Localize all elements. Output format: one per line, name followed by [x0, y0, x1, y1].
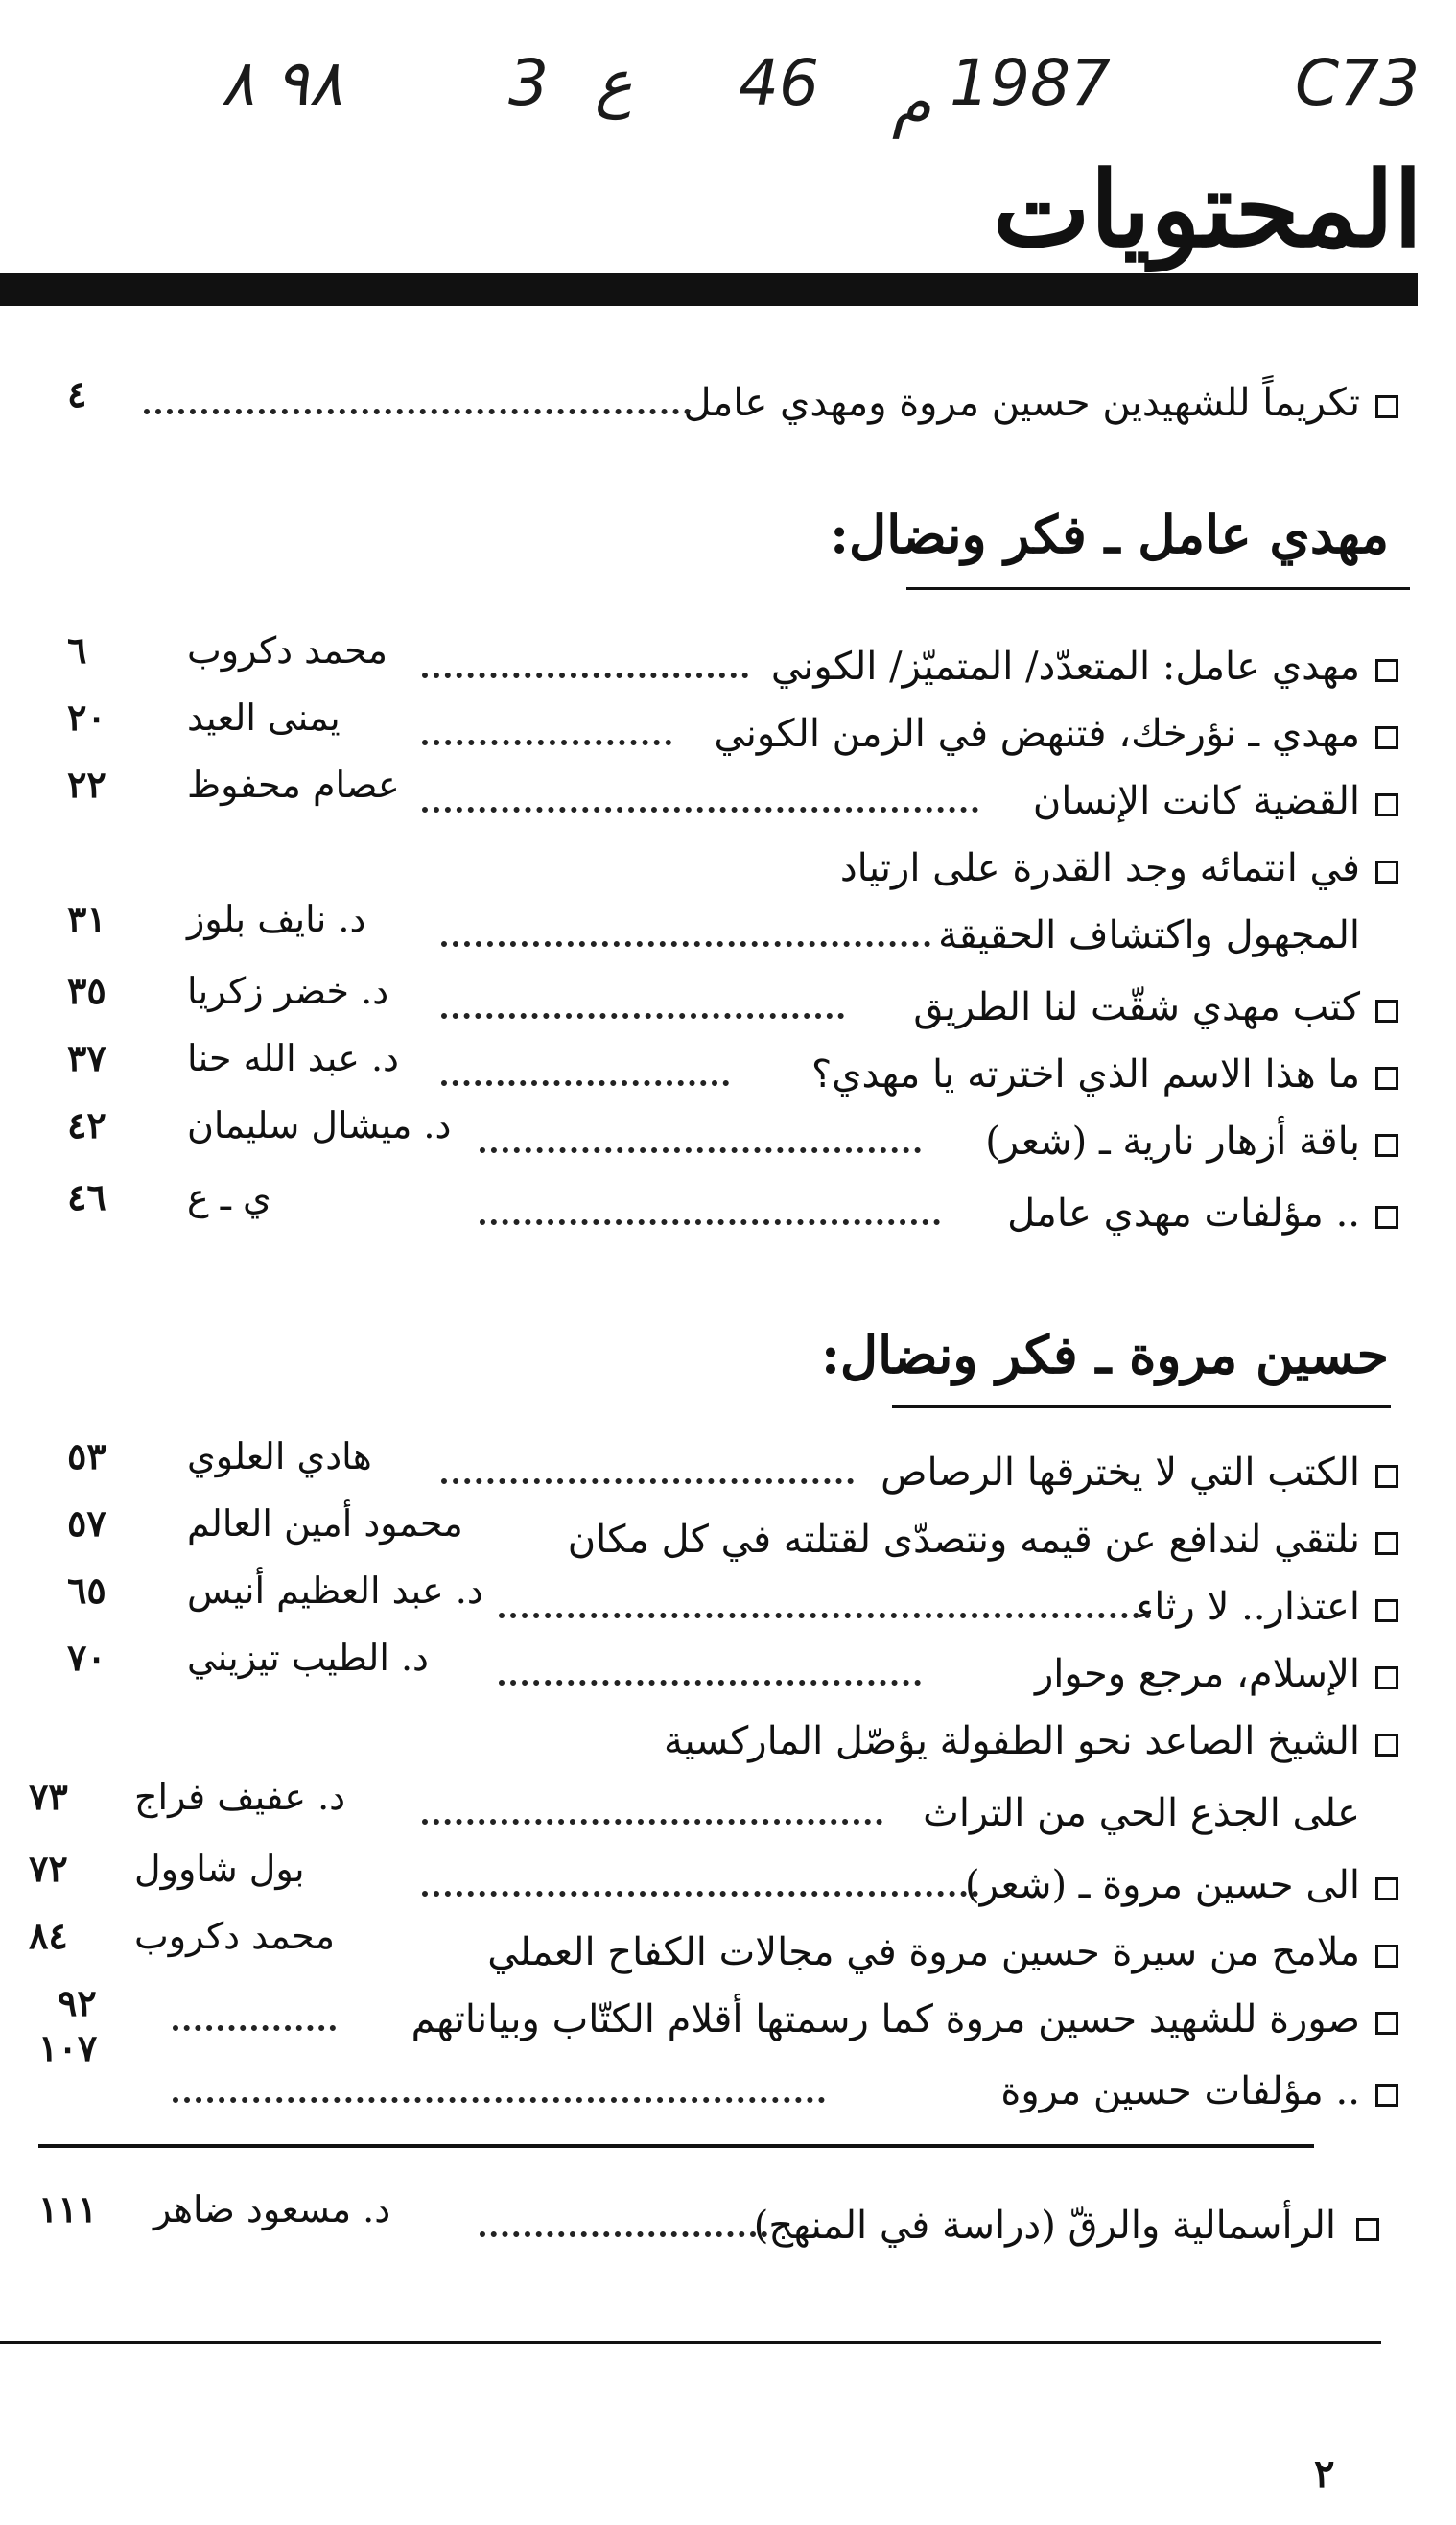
entry-page: ٤٦: [67, 1175, 106, 1218]
hw-note-b: 3: [508, 46, 549, 120]
toc-entry[interactable]: [0, 374, 1456, 441]
hw-note-f: 1987: [950, 46, 1111, 120]
leader-dots: [173, 2025, 336, 2031]
entry-title: صورة للشهيد حسين مروة كما رسمتها أقلام الكتّاب وبياناتهم: [411, 1997, 1360, 2041]
entry-title: .. مؤلفات حسين مروة: [1000, 2069, 1360, 2113]
leader-dots: [441, 1013, 844, 1019]
checkbox-icon: [1375, 1067, 1398, 1090]
entry-title: في انتمائه وجد القدرة على ارتياد: [839, 846, 1360, 890]
hw-note-g: C73: [1295, 46, 1421, 120]
entry-author: عصام محفوظ: [187, 764, 400, 806]
leader-dots: [422, 1819, 882, 1825]
checkbox-icon: [1375, 2084, 1398, 2107]
entry-page: ٧٢: [29, 1847, 68, 1890]
entry-author: محمود أمين العالم: [187, 1502, 463, 1545]
checkbox-icon: [1375, 1000, 1398, 1023]
entry-title: ملامح من سيرة حسين مروة في مجالات الكفاح العملي: [487, 1930, 1360, 1974]
page-title: المحتويات: [992, 150, 1422, 271]
bottom-rule: [0, 2341, 1381, 2344]
entry-page: ٣١: [67, 897, 106, 940]
entry-page: ٣٧: [67, 1036, 106, 1079]
entry-page: ٥٣: [67, 1434, 106, 1477]
toc-entry[interactable]: [0, 2026, 1456, 2130]
leader-dots: [422, 1891, 978, 1897]
entry-title-continuation: المجهول واكتشاف الحقيقة: [938, 913, 1360, 957]
entry-author: د. ميشال سليمان: [187, 1104, 452, 1146]
checkbox-icon: [1375, 2012, 1398, 2035]
entry-title-continuation: على الجذع الحي من التراث: [923, 1791, 1360, 1835]
checkbox-icon: [1375, 793, 1398, 816]
checkbox-icon: [1356, 2218, 1379, 2241]
leader-dots: [441, 1478, 854, 1484]
entry-author: د. خضر زكريا: [187, 970, 389, 1012]
entry-page: ٩٢: [58, 1981, 97, 2024]
toc-entry[interactable]: [0, 1981, 1456, 2058]
section-rule: [906, 587, 1410, 590]
handwritten-notes: [221, 46, 1420, 152]
leader-dots: [422, 673, 748, 678]
entry-title: القضية كانت الإنسان: [1032, 779, 1360, 823]
leader-dots: [480, 1147, 921, 1153]
entry-title: اعتذار.. لا رثاء: [1136, 1585, 1360, 1629]
entry-author: د. الطيب تيزيني: [187, 1637, 429, 1679]
leader-dots: [499, 1613, 1151, 1618]
entry-title: نلتقي لندافع عن قيمه ونتصدّى لقتلته في كل مكان: [567, 1518, 1360, 1562]
entry-title: الإسلام، مرجع وحوار: [1034, 1652, 1360, 1696]
checkbox-icon: [1375, 1206, 1398, 1229]
entry-title: الى حسين مروة ـ (شعر): [964, 1863, 1360, 1907]
entry-author: د. عبد العظيم أنيس: [187, 1569, 483, 1612]
entry-page: ٥٧: [67, 1501, 106, 1545]
entry-page: ١١١: [38, 2187, 98, 2230]
checkbox-icon: [1375, 1134, 1398, 1157]
entry-title: كتب مهدي شقّت لنا الطريق: [913, 985, 1360, 1029]
entry-title: ما هذا الاسم الذي اخترته يا مهدي؟: [810, 1052, 1360, 1097]
entry-title: الرأسمالية والرقّ (دراسة في المنهج): [753, 2204, 1336, 2248]
leader-dots: [441, 941, 930, 947]
leader-dots: [144, 409, 691, 414]
entry-title: الكتب التي لا يخترقها الرصاص: [881, 1451, 1360, 1495]
entry-page: ٤٢: [67, 1103, 106, 1146]
title-rule: [0, 273, 1418, 306]
leader-dots: [173, 2097, 825, 2103]
entry-title: تكريماً للشهيدين حسين مروة ومهدي عامل: [683, 381, 1360, 425]
entry-author: د. عفيف فراج: [134, 1776, 346, 1818]
checkbox-icon: [1375, 861, 1398, 884]
entry-author: محمد دكروب: [134, 1915, 335, 1957]
toc-entry-continuation: [0, 1775, 1456, 1852]
leader-dots: [480, 1219, 940, 1225]
section-heading: مهدي عامل ـ فكر ونضال:: [830, 504, 1389, 565]
page-number: ٢: [1314, 2451, 1335, 2496]
entry-title: باقة أزهار نارية ـ (شعر): [985, 1120, 1360, 1164]
toc-entry[interactable]: [0, 2187, 1456, 2264]
entry-page: ٤: [67, 372, 87, 415]
checkbox-icon: [1375, 1734, 1398, 1757]
hw-note-a: ٩٨ ٨: [221, 46, 343, 120]
entry-author: بول شاوول: [134, 1848, 305, 1890]
entry-page: ٣٥: [67, 969, 106, 1012]
toc-entry-continuation: [0, 897, 1456, 974]
leader-dots: [422, 807, 978, 813]
entry-author: ي ـ ع: [187, 1176, 271, 1218]
checkbox-icon: [1375, 1877, 1398, 1900]
toc-entry[interactable]: [0, 1103, 1456, 1180]
entry-page: ٧٠: [67, 1636, 106, 1679]
divider-rule: [38, 2144, 1314, 2148]
entry-author: يمنى العيد: [187, 696, 341, 739]
entry-page: ٧٣: [29, 1775, 68, 1818]
entry-page: ٦: [67, 628, 87, 672]
checkbox-icon: [1375, 1532, 1398, 1555]
checkbox-icon: [1375, 1666, 1398, 1689]
leader-dots: [422, 740, 671, 745]
leader-dots: [441, 1080, 729, 1086]
checkbox-icon: [1375, 395, 1398, 418]
leader-dots: [499, 1680, 921, 1686]
entry-page: ٢٢: [67, 763, 106, 806]
entry-author: هادي العلوي: [187, 1435, 372, 1477]
hw-note-e: م: [892, 65, 931, 139]
toc-entry[interactable]: [0, 1175, 1456, 1252]
entry-author: محمد دكروب: [187, 629, 387, 672]
toc-entry[interactable]: [0, 763, 1456, 839]
checkbox-icon: [1375, 1599, 1398, 1622]
entry-page: ٨٤: [29, 1914, 68, 1957]
entry-page: ٦٥: [67, 1569, 106, 1612]
entry-title: مهدي ـ نؤرخك، فتنهض في الزمن الكوني: [714, 712, 1360, 756]
entry-page: ١٠٧: [38, 2026, 98, 2069]
entry-title: الشيخ الصاعد نحو الطفولة يؤصّل الماركسية: [664, 1719, 1360, 1763]
entry-title: .. مؤلفات مهدي عامل: [1007, 1192, 1360, 1236]
checkbox-icon: [1375, 726, 1398, 749]
leader-dots: [480, 2231, 767, 2237]
checkbox-icon: [1375, 659, 1398, 682]
hw-note-c: ع: [595, 46, 633, 120]
toc-entry[interactable]: [0, 1712, 1456, 1780]
section-heading: حسين مروة ـ فكر ونضال:: [820, 1324, 1389, 1385]
entry-author: د. مسعود ضاهر: [153, 2188, 391, 2230]
entry-author: د. نايف بلوز: [187, 898, 366, 940]
checkbox-icon: [1375, 1945, 1398, 1968]
entry-title: مهدي عامل: المتعدّد/ المتميّز/ الكوني: [770, 645, 1360, 689]
hw-note-d: 46: [739, 46, 819, 120]
toc-entry[interactable]: [0, 1914, 1456, 1991]
entry-page: ٢٠: [67, 696, 106, 739]
toc-entry[interactable]: [0, 1636, 1456, 1712]
entry-author: د. عبد الله حنا: [187, 1037, 399, 1079]
checkbox-icon: [1375, 1465, 1398, 1488]
section-rule: [892, 1405, 1391, 1408]
